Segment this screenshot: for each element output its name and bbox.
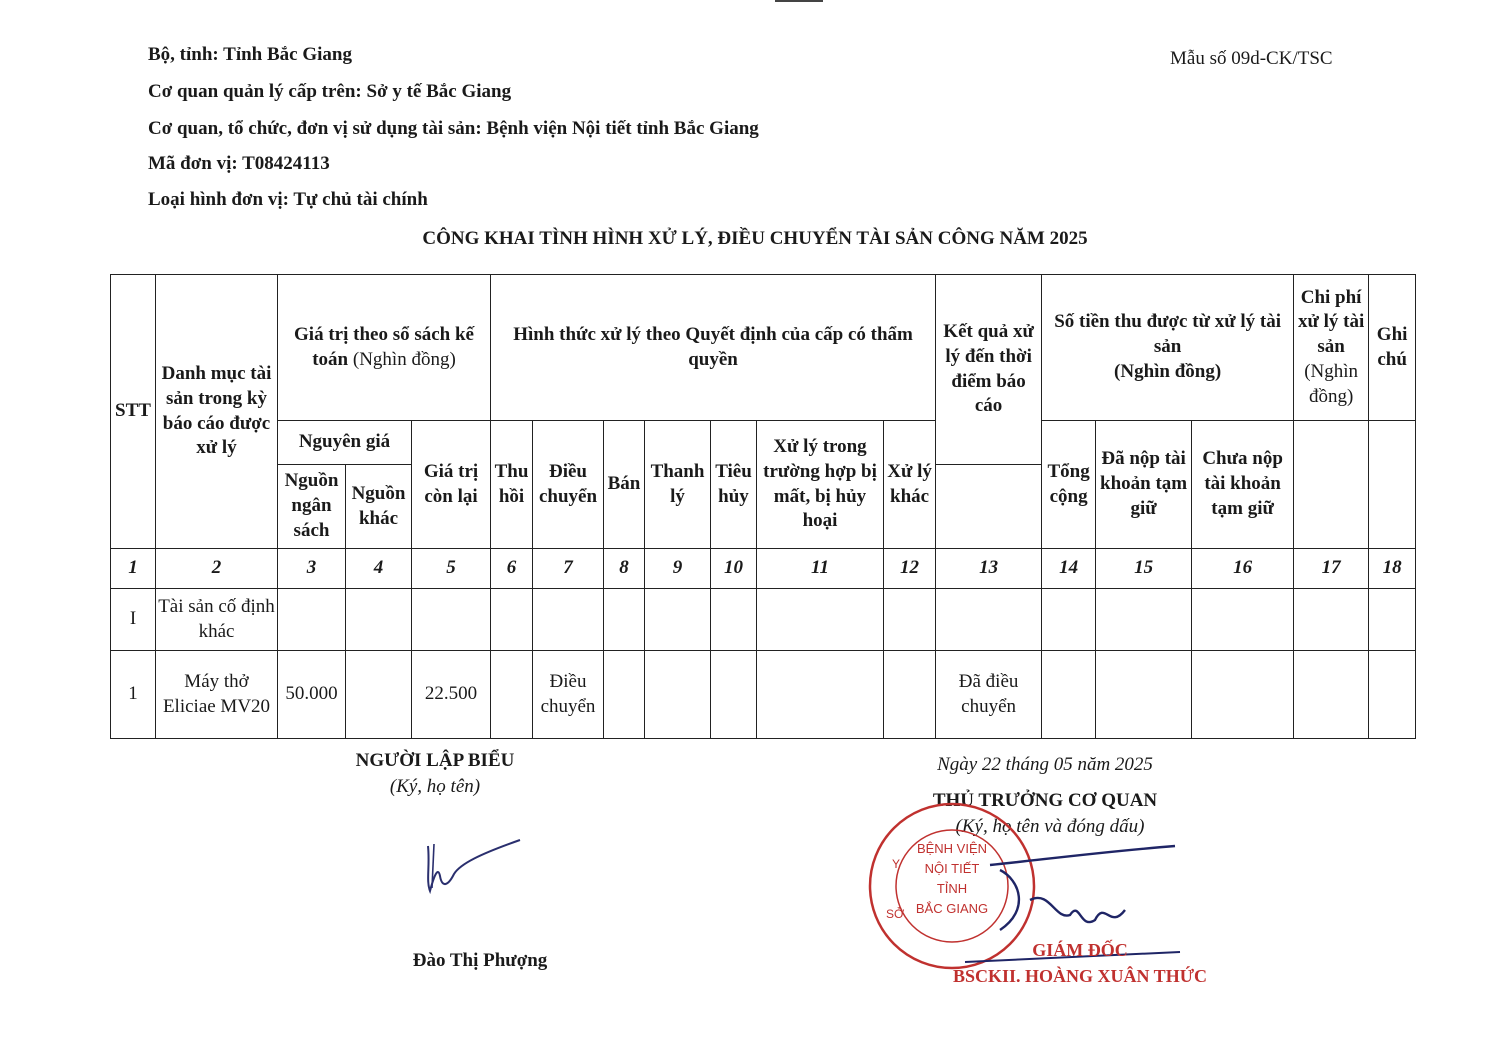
col-number: 1 (111, 549, 156, 589)
header-residual: Giá trị còn lại (412, 421, 491, 549)
table-row (111, 651, 1416, 739)
header-budget: Nguồn ngân sách (278, 465, 346, 549)
preparer-name: Đào Thị Phượng (412, 950, 548, 971)
header-paid: Đã nộp tài khoản tạm giữ (1096, 421, 1192, 549)
preparer-signature (420, 836, 530, 906)
header-book-value (278, 275, 491, 421)
col-number: 7 (533, 549, 604, 589)
col-number: 2 (156, 549, 278, 589)
col-number: 10 (711, 549, 757, 589)
header-liquidate: Thanh lý (645, 421, 711, 549)
unit-type-line: Loại hình đơn vị: Tự chủ tài chính (148, 189, 428, 210)
header-proceeds-label: Số tiền thu được từ xử lý tài sản (1054, 311, 1282, 358)
col-number: 3 (278, 549, 346, 589)
header-transfer: Điều chuyển (533, 421, 604, 549)
header-total: Tổng cộng (1042, 421, 1096, 549)
header-method: Hình thức xử lý theo Quyết định của cấp có thẩm quyền (491, 275, 936, 421)
col-number: 4 (346, 549, 412, 589)
col-number: 8 (604, 549, 645, 589)
item-budget: 50.000 (278, 651, 346, 739)
header-original-price: Nguyên giá (278, 421, 412, 465)
item-residual: 22.500 (412, 651, 491, 739)
col-number: 12 (884, 549, 936, 589)
header-destroy: Tiêu hủy (711, 421, 757, 549)
director-role: GIÁM ĐỐC (1032, 940, 1128, 960)
unit-line: Cơ quan, tổ chức, đơn vị sử dụng tài sản: Bệnh viện Nội tiết tỉnh Bắc Giang (148, 118, 759, 139)
col-number: 6 (491, 549, 533, 589)
col-number: 13 (936, 549, 1042, 589)
header-lost: Xử lý trong trường hợp bị mất, bị hủy hoại (757, 421, 884, 549)
page-title: CÔNG KHAI TÌNH HÌNH XỬ LÝ, ĐIỀU CHUYỂN TÀI SẢN CÔNG NĂM 2025 (422, 228, 1088, 249)
header-cost-empty (1294, 421, 1369, 549)
col-number: 9 (645, 549, 711, 589)
header-category: Danh mục tài sản trong kỳ báo cáo được xử lý (156, 275, 278, 549)
header-cost-label: Chi phí xử lý tài sản (1297, 286, 1365, 358)
col-number: 14 (1042, 549, 1096, 589)
svg-text:BẮC GIANG: BẮC GIANG (915, 901, 989, 916)
unit-code-line: Mã đơn vị: T08424113 (148, 153, 330, 174)
header-proceeds-unit: (Nghìn đồng) (1114, 360, 1222, 382)
svg-text:BỆNH VIỆN: BỆNH VIỆN (916, 841, 988, 856)
item-name: Máy thở Eliciae MV20 (156, 651, 278, 739)
col-number: 5 (412, 549, 491, 589)
item-result: Đã điều chuyển (936, 651, 1042, 739)
header-result-empty (936, 465, 1042, 549)
header-cost (1294, 275, 1369, 421)
col-number: 17 (1294, 549, 1369, 589)
svg-text:NỘI TIẾT: NỘI TIẾT (924, 861, 980, 876)
item-stt: 1 (111, 651, 156, 739)
form-code: Mẫu số 09d-CK/TSC (1170, 48, 1333, 69)
header-sell: Bán (604, 421, 645, 549)
item-transfer: Điều chuyển (533, 651, 604, 739)
preparer-subtitle: (Ký, họ tên) (389, 776, 481, 797)
col-number: 18 (1369, 549, 1416, 589)
header-stt: STT (111, 275, 156, 549)
top-mark (775, 0, 823, 2)
svg-text:SỞ: SỞ (886, 907, 905, 921)
sign-date: Ngày 22 tháng 05 năm 2025 (937, 754, 1153, 775)
director-subtitle: (Ký, họ tên và đóng dấu) (955, 816, 1145, 837)
preparer-title: NGƯỜI LẬP BIỂU (355, 750, 515, 771)
header-book-value-label: Giá trị theo sổ sách kế toán (294, 323, 474, 370)
col-number: 11 (757, 549, 884, 589)
column-number-row (111, 549, 1416, 589)
table-row-group (111, 589, 1416, 651)
svg-text:TỈNH: TỈNH (936, 881, 968, 896)
header-cost-unit: (Nghìn đồng) (1304, 360, 1359, 407)
group-stt: I (111, 589, 156, 651)
disposal-table (110, 274, 1416, 739)
header-other-source: Nguồn khác (346, 465, 412, 549)
col-number: 15 (1096, 549, 1192, 589)
header-book-value-unit: (Nghìn đồng) (352, 348, 456, 370)
header-proceeds (1042, 275, 1294, 421)
header-unpaid: Chưa nộp tài khoản tạm giữ (1192, 421, 1294, 549)
director-name: BSCKII. HOÀNG XUÂN THỨC (952, 966, 1208, 986)
header-result: Kết quả xử lý đến thời điểm báo cáo (936, 275, 1042, 465)
col-number: 16 (1192, 549, 1294, 589)
group-name: Tài sản cố định khác (156, 589, 278, 651)
header-recall: Thu hồi (491, 421, 533, 549)
superior-line: Cơ quan quản lý cấp trên: Sở y tế Bắc Giang (148, 81, 512, 102)
header-note: Ghi chú (1369, 275, 1416, 421)
province-line: Bộ, tỉnh: Tỉnh Bắc Giang (148, 44, 352, 65)
header-note-empty (1369, 421, 1416, 549)
svg-text:Y: Y (892, 857, 901, 871)
header-other-handling: Xử lý khác (884, 421, 936, 549)
director-title: THỦ TRƯỞNG CƠ QUAN (932, 790, 1158, 811)
